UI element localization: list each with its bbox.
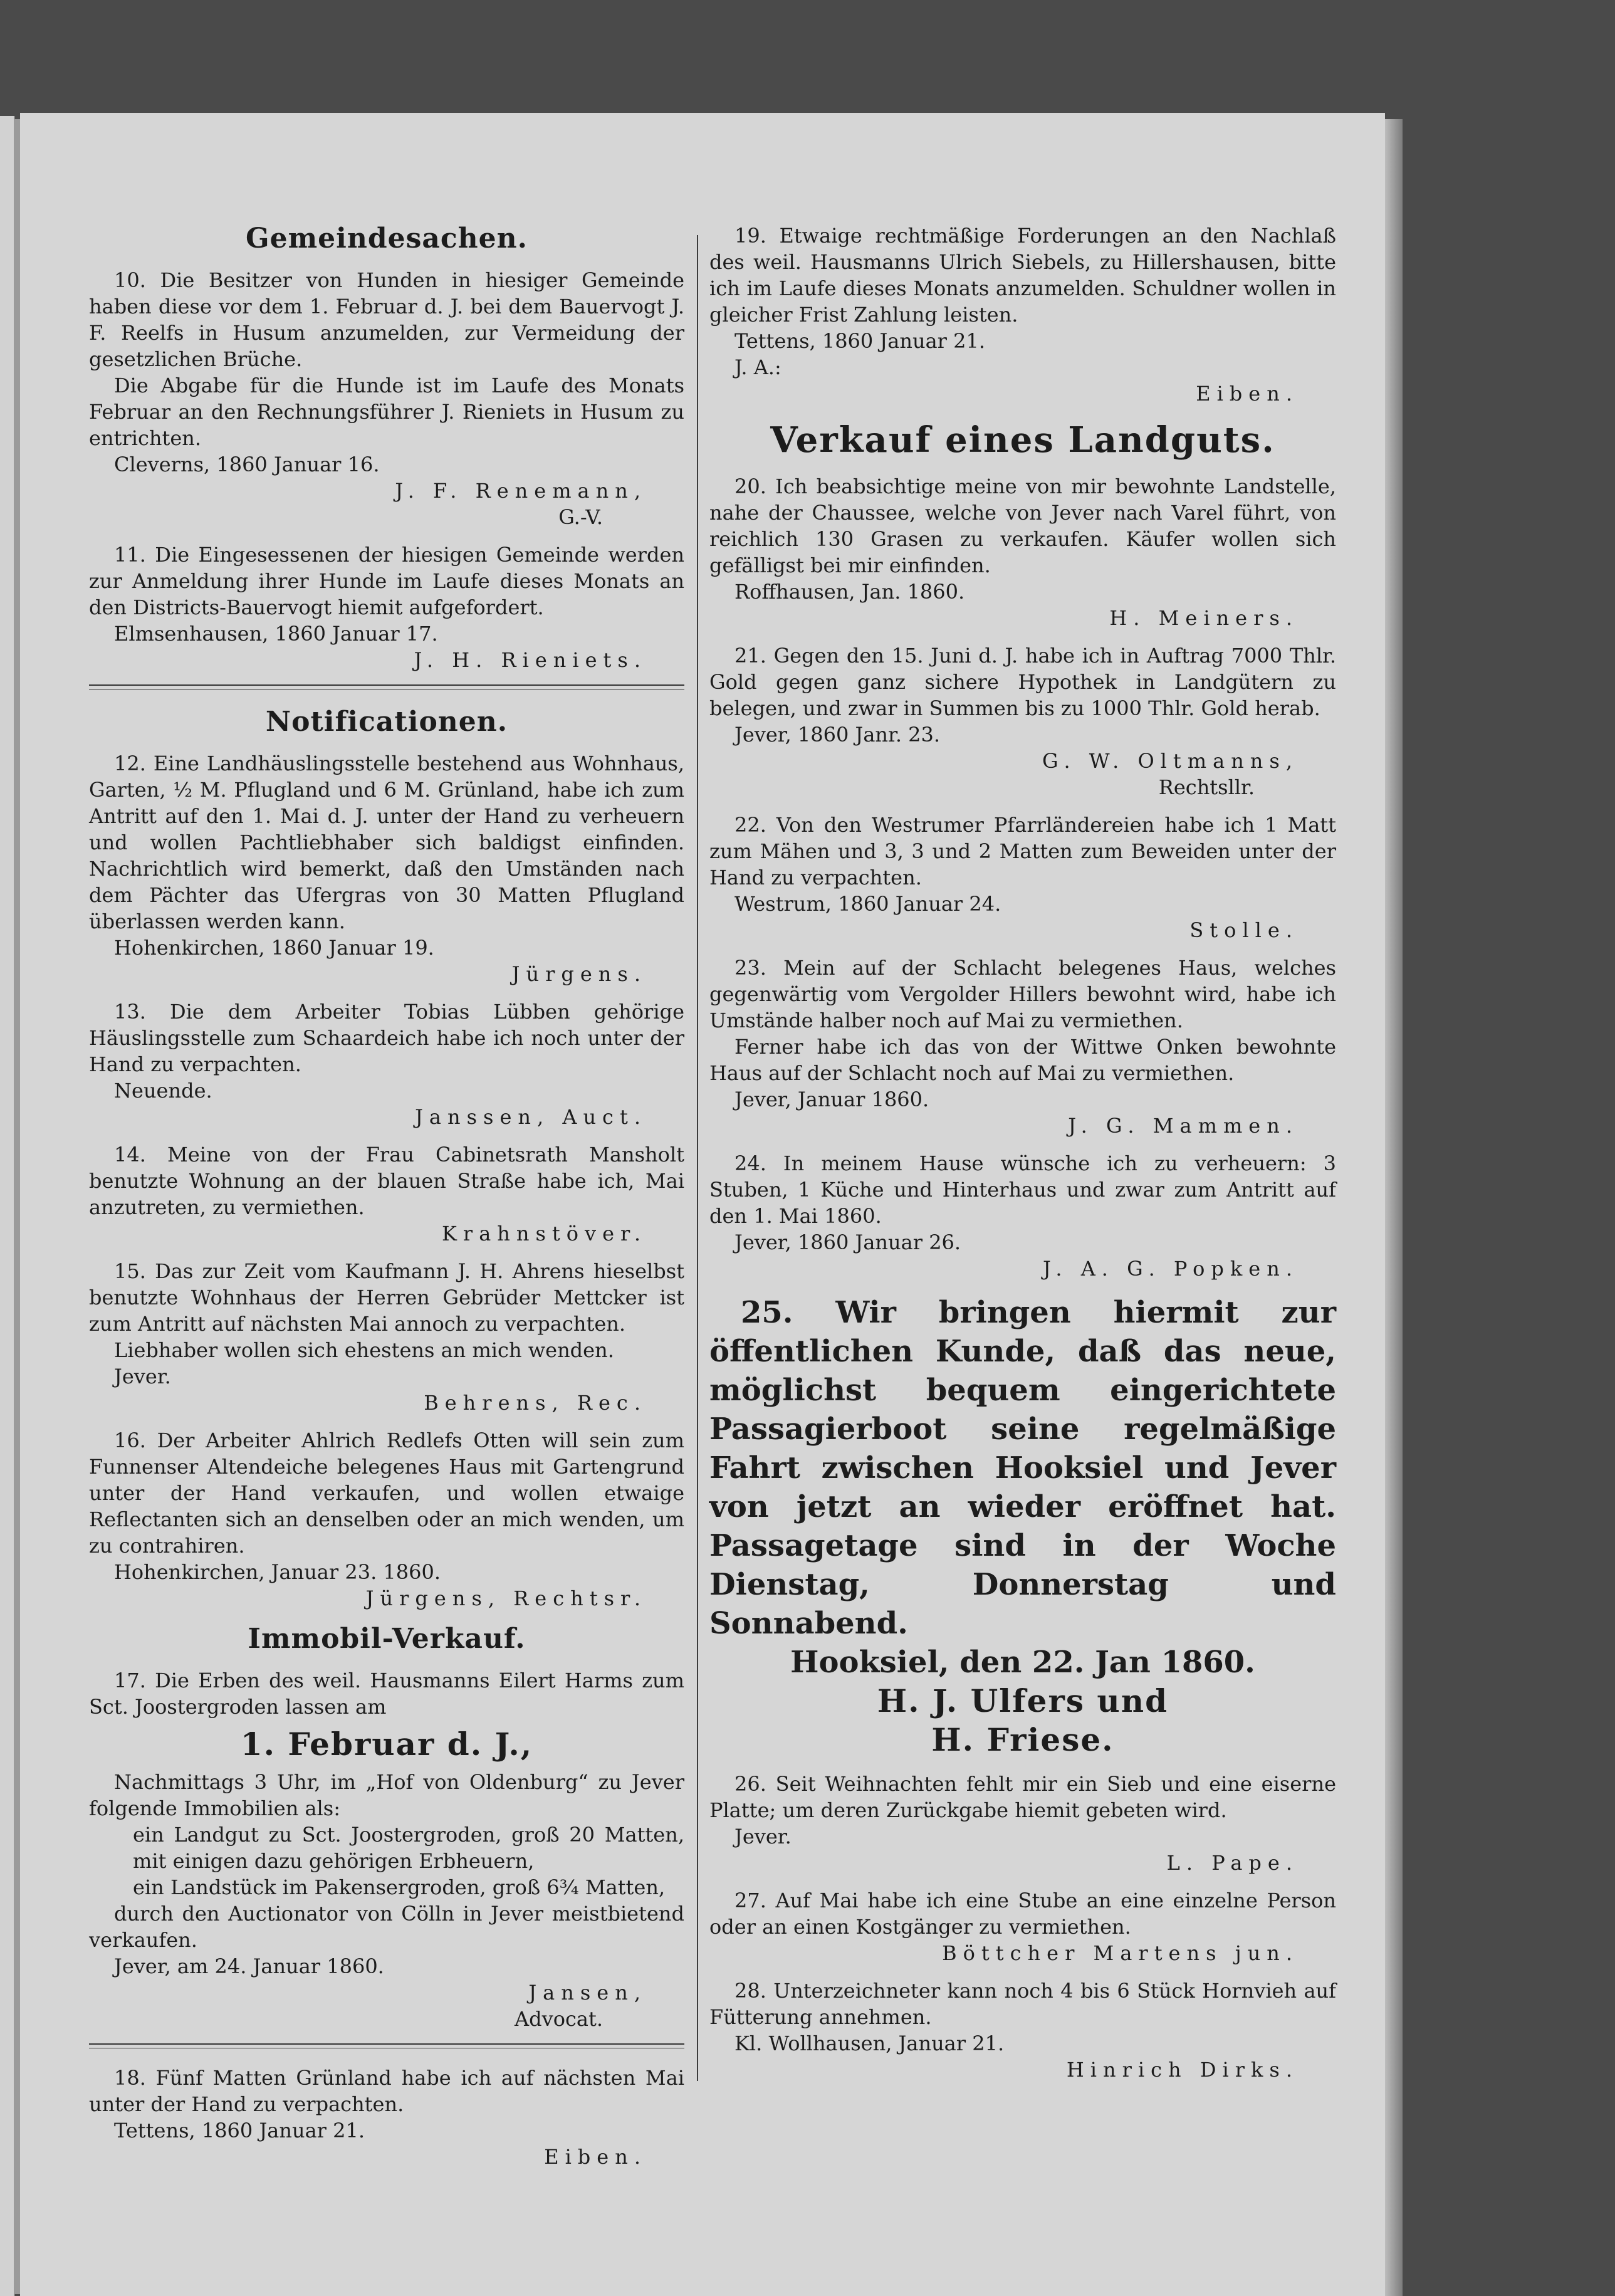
notice-25 <box>709 1293 1336 1759</box>
signature: Stolle. <box>1189 918 1299 942</box>
signature: J. G. Mammen. <box>1068 1114 1299 1138</box>
notice-text: Ferner habe ich das von der Wittwe Onken bewohnte Haus auf der Schlacht noch auf Mai zu vermiethen. <box>709 1035 1336 1085</box>
property-item: ein Landstück im Pakensergroden, groß 6¾ Matten, <box>133 1875 666 1899</box>
newspaper-page <box>20 113 1385 2296</box>
signature: Jansen, <box>528 1981 647 2005</box>
place-date: Tettens, 1860 Januar 21. <box>734 329 985 353</box>
notice-text: 14. Meine von der Frau Cabinetsrath Mansholt benutzte Wohnung an der blauen Straße habe ich, Mai anzutreten, zu vermiethen. <box>89 1143 684 1219</box>
notice-11 <box>89 542 684 673</box>
notice-text: 23. Mein auf der Schlacht belegenes Haus, welches gegenwärtig vom Vergolder Hillers bewohnt wird, habe ich Umstände halber noch auf Mai zu vermiethen. <box>709 956 1336 1032</box>
notice-28 <box>709 1978 1336 2083</box>
notice-12 <box>89 750 684 987</box>
notice-17 <box>89 1667 684 2032</box>
notice-text: 21. Gegen den 15. Juni d. J. habe ich in Auftrag 7000 Thlr. Gold gegen ganz sichere Hypothek in Landgütern zu belegen, und zwar in Summen bis zu 1000 Thlr. Gold herab. <box>709 644 1336 720</box>
place-date: Jever, am 24. Januar 1860. <box>114 1954 384 1978</box>
notice-text: 17. Die Erben des weil. Hausmanns Eilert Harms zum Sct. Joostergroden lassen am <box>89 1669 684 1719</box>
heading-notificationen: Notificationen. <box>265 706 508 738</box>
place-date: Tettens, 1860 Januar 21. <box>114 2119 365 2142</box>
notice-text: 13. Die dem Arbeiter Tobias Lübben gehörige Häuslingsstelle zum Schaardeich habe ich noch unter der Hand zu verpachten. <box>89 1000 684 1076</box>
left-column <box>89 223 684 2181</box>
signature-role: Advocat. <box>515 2007 603 2031</box>
notice-26 <box>709 1771 1336 1876</box>
notice-text: Nachmittags 3 Uhr, im „Hof von Oldenburg“ zu Jever folgende Immobilien als: <box>89 1770 684 1820</box>
page-edge-shadow <box>1385 119 1403 2296</box>
notice-text: 12. Eine Landhäuslingsstelle bestehend aus Wohnhaus, Garten, ½ M. Pflugland und 6 M. Grünland, habe ich zum Antritt auf den 1. Mai d. J. unter der Hand zu verheuern und wollen Pachtliebhaber sich baldigst einfinden. Nachrichtlich wird bemerkt, daß den Umständen nach dem Pächter das Ufergras von 30 Matten Pflugland überlassen werden kann. <box>89 752 684 933</box>
signature: Jürgens, Rechtsr. <box>365 1586 647 1610</box>
signature: Krahnstöver. <box>441 1222 647 1245</box>
notice-19 <box>709 223 1336 407</box>
signature: J. A. G. Popken. <box>1043 1257 1299 1281</box>
notice-13 <box>89 999 684 1130</box>
section-separator <box>89 2043 684 2048</box>
signature-prefix: J. A.: <box>734 355 781 379</box>
notice-text: 18. Fünf Matten Grünland habe ich auf nächsten Mai unter der Hand zu verpachten. <box>89 2066 684 2116</box>
property-item: ein Landgut zu Sct. Joostergroden, groß 20 Matten, mit einigen dazu gehörigen Erbheuern, <box>133 1823 684 1873</box>
signature: J. H. Rieniets. <box>414 648 647 672</box>
place-date: Kl. Wollhausen, Januar 21. <box>734 2031 1005 2055</box>
notice-text: 20. Ich beabsichtige meine von mir bewohnte Landstelle, nahe der Chaussee, welche von Jever nach Varel führt, von reichlich 130 Grasen zu verkaufen. Käufer wollen sich gefälligst bei mir einfinden. <box>709 474 1336 577</box>
place-date: Jever, 1860 Januar 26. <box>734 1230 961 1254</box>
column-divider <box>697 235 698 2081</box>
place-date: Jever, 1860 Janr. 23. <box>734 723 941 747</box>
heading-verkauf-eines-landguts: Verkauf eines Landguts. <box>770 419 1275 461</box>
notice-text: 16. Der Arbeiter Ahlrich Redlefs Otten will sein zum Funnenser Altendeiche belegenes Haus mit Gartengrund unter der Hand verkaufen, und wollen etwaige Reflectanten sich an denselben oder an mich wenden, um zu contrahiren. <box>89 1428 684 1558</box>
right-column <box>709 223 1336 2094</box>
notice-22 <box>709 812 1336 943</box>
section-separator <box>89 684 684 689</box>
notice-18 <box>89 2065 684 2170</box>
signature: Behrens, Rec. <box>424 1391 647 1415</box>
notice-text-large: 25. Wir bringen hiermit zur öffentlichen Kunde, daß das neue, möglichst bequem eingerichtete Passagierboot seine regelmäßige Fahrt zwischen Hooksiel und Jever von jetzt an wieder eröffnet hat. Passagetage sind in der Woche Dienstag, Donnerstag und Sonnabend. <box>709 1295 1336 1641</box>
signature: Jürgens. <box>511 962 647 986</box>
place-date: Jever, Januar 1860. <box>734 1088 929 1111</box>
place-date-large: Hooksiel, den 22. Jan 1860. <box>790 1645 1255 1680</box>
notice-text: 19. Etwaige rechtmäßige Forderungen an den Nachlaß des weil. Hausmanns Ulrich Siebels, zu Hillershausen, bitte ich im Laufe dieses Monats anzumelden. Schuldner wollen in gleicher Frist Zahlung leisten. <box>709 224 1336 327</box>
signature-large: H. J. Ulfers und <box>877 1682 1169 1719</box>
notice-15 <box>89 1258 684 1416</box>
notice-text: Die Abgabe für die Hunde ist im Laufe des Monats Februar an den Rechnungsführer J. Rieniets in Husum zu entrichten. <box>89 374 684 450</box>
signature: H. Meiners. <box>1109 606 1299 630</box>
signature: Eiben. <box>1196 382 1299 406</box>
notice-text: 27. Auf Mai habe ich eine Stube an eine einzelne Person oder an einen Kostgänger zu vermiethen. <box>709 1889 1336 1939</box>
signature: Janssen, Auct. <box>415 1105 647 1129</box>
signature-role: Rechtsllr. <box>1158 775 1255 799</box>
place: Neuende. <box>114 1079 212 1103</box>
place-date: Hohenkirchen, 1860 Januar 19. <box>114 936 434 960</box>
notice-10 <box>89 267 684 530</box>
place-date: Hohenkirchen, Januar 23. 1860. <box>114 1560 441 1584</box>
notice-text: 24. In meinem Hause wünsche ich zu verheuern: 3 Stuben, 1 Küche und Hinterhaus und zwar zum Antritt auf den 1. Mai 1860. <box>709 1151 1336 1228</box>
notice-14 <box>89 1141 684 1247</box>
signature-role: G.-V. <box>558 505 603 529</box>
signature: J. F. Renemann, <box>395 479 647 503</box>
signature: Eiben. <box>544 2145 647 2169</box>
notice-text: 11. Die Eingesessenen der hiesigen Gemeinde werden zur Anmeldung ihrer Hunde im Laufe dieses Monats an den Districts-Bauervogt hiemit aufgefordert. <box>89 543 684 619</box>
notice-text: 15. Das zur Zeit vom Kaufmann J. H. Ahrens hieselbst benutzte Wohnhaus der Herren Gebrüder Mettcker ist zum Antritt auf nächsten Mai annoch zu verpachten. <box>89 1259 684 1336</box>
notice-text: 26. Seit Weihnachten fehlt mir ein Sieb und eine eiserne Platte; um deren Zurückgabe hiemit gebeten wird. <box>709 1772 1336 1822</box>
notice-text: Liebhaber wollen sich ehestens an mich wenden. <box>114 1338 614 1362</box>
notice-20 <box>709 473 1336 631</box>
notice-text: 10. Die Besitzer von Hunden in hiesiger Gemeinde haben diese vor dem 1. Februar d. J. bei dem Bauervogt J. F. Reelfs in Husum anzumelden, zur Vermeidung der gesetzlichen Brüche. <box>89 268 684 371</box>
signature: G. W. Oltmanns, <box>1042 749 1299 773</box>
notice-text: 22. Von den Westrumer Pfarrländereien habe ich 1 Matt zum Mähen und 3, 3 und 2 Matten zum Beweiden unter der Hand zu verpachten. <box>709 813 1336 889</box>
signature: L. Pape. <box>1166 1851 1299 1875</box>
notice-16 <box>89 1427 684 1612</box>
notice-21 <box>709 642 1336 800</box>
heading-gemeindesachen: Gemeindesachen. <box>246 223 528 254</box>
heading-immobil-verkauf: Immobil-Verkauf. <box>248 1623 526 1655</box>
notice-23 <box>709 955 1336 1139</box>
place: Jever. <box>734 1825 792 1848</box>
notice-text: 28. Unterzeichneter kann noch 4 bis 6 Stück Hornvieh auf Fütterung annehmen. <box>709 1979 1336 2029</box>
notice-24 <box>709 1150 1336 1282</box>
book-gutter <box>14 119 20 2294</box>
place-date: Cleverns, 1860 Januar 16. <box>114 453 380 476</box>
place-date: Westrum, 1860 Januar 24. <box>734 892 1001 916</box>
auction-date-heading: 1. Februar d. J., <box>240 1726 533 1763</box>
place: Jever. <box>114 1365 171 1388</box>
place-date: Roffhausen, Jan. 1860. <box>734 580 965 604</box>
signature-large: H. Friese. <box>931 1721 1114 1758</box>
signature: Hinrich Dirks. <box>1066 2058 1299 2082</box>
notice-27 <box>709 1887 1336 1966</box>
place-date: Elmsenhausen, 1860 Januar 17. <box>114 622 438 646</box>
signature: Böttcher Martens jun. <box>942 1941 1299 1965</box>
previous-page-edge <box>0 116 15 2296</box>
notice-text: durch den Auctionator von Cölln in Jever meistbietend verkaufen. <box>89 1902 684 1952</box>
